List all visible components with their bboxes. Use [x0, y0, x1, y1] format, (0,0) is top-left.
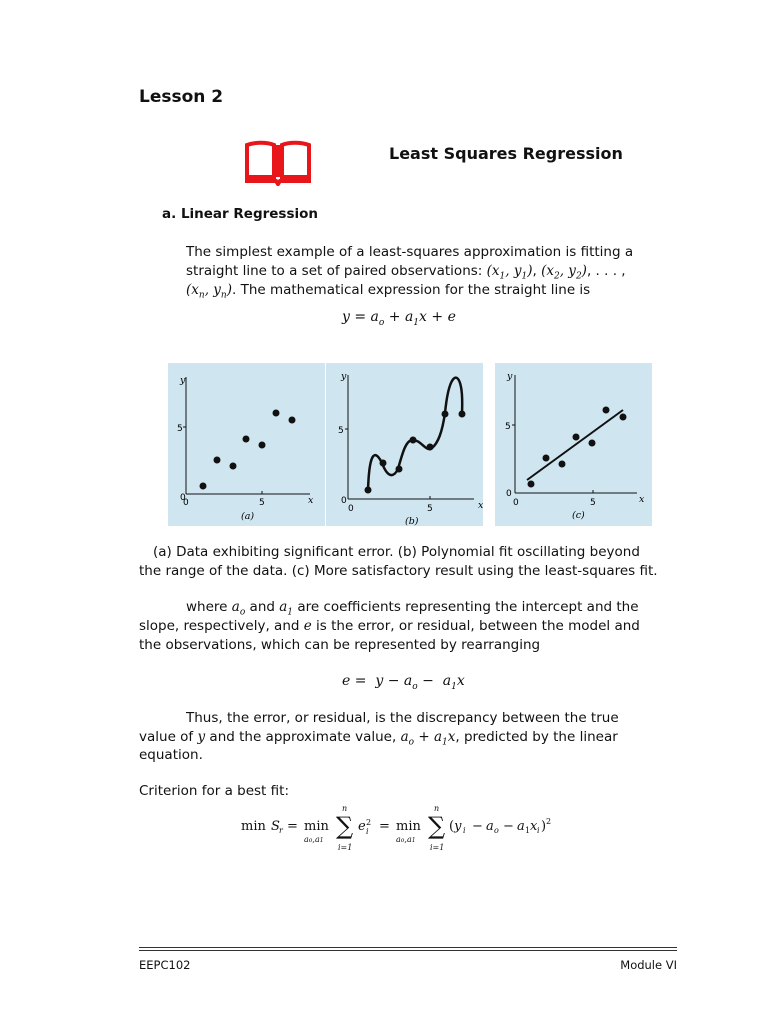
- zero-label: 0: [183, 498, 189, 508]
- svg-text:ao,a1: ao,a1: [304, 835, 324, 844]
- para2-line1: where $a_o$ and $a_1$ are coefficients representing the intercept and the: [186, 599, 639, 618]
- svg-text:−: −: [472, 819, 483, 834]
- zero-label: 0: [341, 496, 347, 506]
- equation-line: $y = a_o + a_1x + e$: [342, 309, 456, 328]
- svg-text:min: min: [241, 819, 266, 834]
- book-icon: [243, 139, 313, 190]
- x-axis-label: x: [478, 500, 483, 511]
- svg-text:): ): [541, 819, 547, 834]
- svg-text:=: =: [379, 819, 390, 834]
- figure-label: (b): [405, 516, 419, 526]
- caption-line1: (a) Data exhibiting significant error. (b) Polynomial fit oscillating beyond: [153, 544, 640, 560]
- svg-text:min: min: [304, 819, 329, 834]
- svg-text:min: min: [396, 819, 421, 834]
- para1-line3: ($x_n$, $y_n$). The mathematical expression for the straight line is: [186, 282, 591, 301]
- zero-label: 0: [180, 493, 186, 503]
- x-tick-label: 5: [259, 498, 265, 508]
- svg-text:2: 2: [546, 817, 552, 826]
- svg-text:a: a: [486, 819, 494, 834]
- figure-a: [168, 363, 325, 526]
- figure-b: [326, 363, 483, 526]
- figure-label: (c): [572, 510, 585, 521]
- y-axis-label: y: [341, 371, 347, 382]
- x-axis-label: x: [639, 494, 645, 505]
- figure-label: (a): [241, 511, 255, 522]
- para1-line1: The simplest example of a least-squares approximation is fitting a: [186, 244, 634, 260]
- svg-text:−: −: [503, 819, 514, 834]
- svg-text:a: a: [517, 819, 525, 834]
- svg-text:S: S: [271, 819, 280, 834]
- footer-module: Module VI: [620, 958, 677, 972]
- zero-label: 0: [513, 498, 519, 508]
- caption-line2: the range of the data. (c) More satisfactory result using the least-squares fit.: [139, 563, 658, 579]
- svg-text:1: 1: [525, 826, 531, 835]
- y-tick-label: 5: [338, 426, 344, 436]
- footer-rule: [139, 950, 677, 951]
- y-axis-label: y: [507, 371, 513, 382]
- para3-line3: equation.: [139, 747, 203, 763]
- x-tick-label: 5: [427, 504, 433, 514]
- svg-text:(y: (y: [449, 819, 462, 834]
- zero-label: 0: [348, 504, 354, 514]
- footer-course-code: EEPC102: [139, 958, 191, 972]
- para2-line3: the observations, which can be represented by rearranging: [139, 637, 541, 653]
- y-tick-label: 5: [177, 424, 183, 434]
- svg-text:∑: ∑: [336, 812, 354, 840]
- x-axis-label: x: [308, 495, 314, 506]
- figure-a-plot: [168, 363, 325, 526]
- criterion-equation: [241, 798, 561, 854]
- para2-line2: slope, respectively, and e is the error, or residual, between the model and: [139, 618, 640, 634]
- page-title: Least Squares Regression: [389, 144, 623, 163]
- zero-label: 0: [506, 489, 512, 499]
- section-heading: a. Linear Regression: [162, 206, 319, 222]
- y-tick-label: 5: [505, 422, 511, 432]
- svg-text:i=1: i=1: [430, 843, 445, 852]
- residual-equation: $e = y - a_o - a_1x$: [342, 673, 465, 692]
- svg-text:=: =: [287, 819, 298, 834]
- svg-text:i: i: [463, 826, 466, 835]
- para3-line2: value of y and the approximate value, $a_o + a_1x$, predicted by the linear: [139, 729, 618, 748]
- x-tick-label: 5: [590, 498, 596, 508]
- lesson-heading: Lesson 2: [139, 87, 224, 107]
- svg-text:ao,a1: ao,a1: [396, 835, 416, 844]
- figure-c: [495, 363, 652, 526]
- svg-text:i: i: [537, 826, 540, 835]
- svg-text:e: e: [358, 819, 366, 834]
- y-axis-label: y: [180, 375, 186, 386]
- svg-text:o: o: [494, 826, 499, 835]
- para3-line1: Thus, the error, or residual, is the discrepancy between the true: [186, 710, 619, 726]
- svg-text:2: 2: [366, 818, 372, 827]
- svg-text:x: x: [530, 819, 538, 834]
- footer-rule: [139, 947, 677, 948]
- criterion-label: Criterion for a best fit:: [139, 783, 289, 799]
- svg-text:∑: ∑: [428, 812, 446, 840]
- svg-text:n: n: [342, 804, 348, 813]
- svg-text:r: r: [279, 826, 283, 835]
- figure-b-plot: [326, 363, 483, 526]
- svg-text:i=1: i=1: [338, 843, 353, 852]
- figure-c-plot: [495, 363, 652, 526]
- para1-line2: straight line to a set of paired observations: ($x_1$, $y_1$), ($x_2$, $y_2$), . . . ,: [186, 263, 626, 282]
- svg-text:n: n: [434, 804, 440, 813]
- svg-text:i: i: [366, 827, 369, 836]
